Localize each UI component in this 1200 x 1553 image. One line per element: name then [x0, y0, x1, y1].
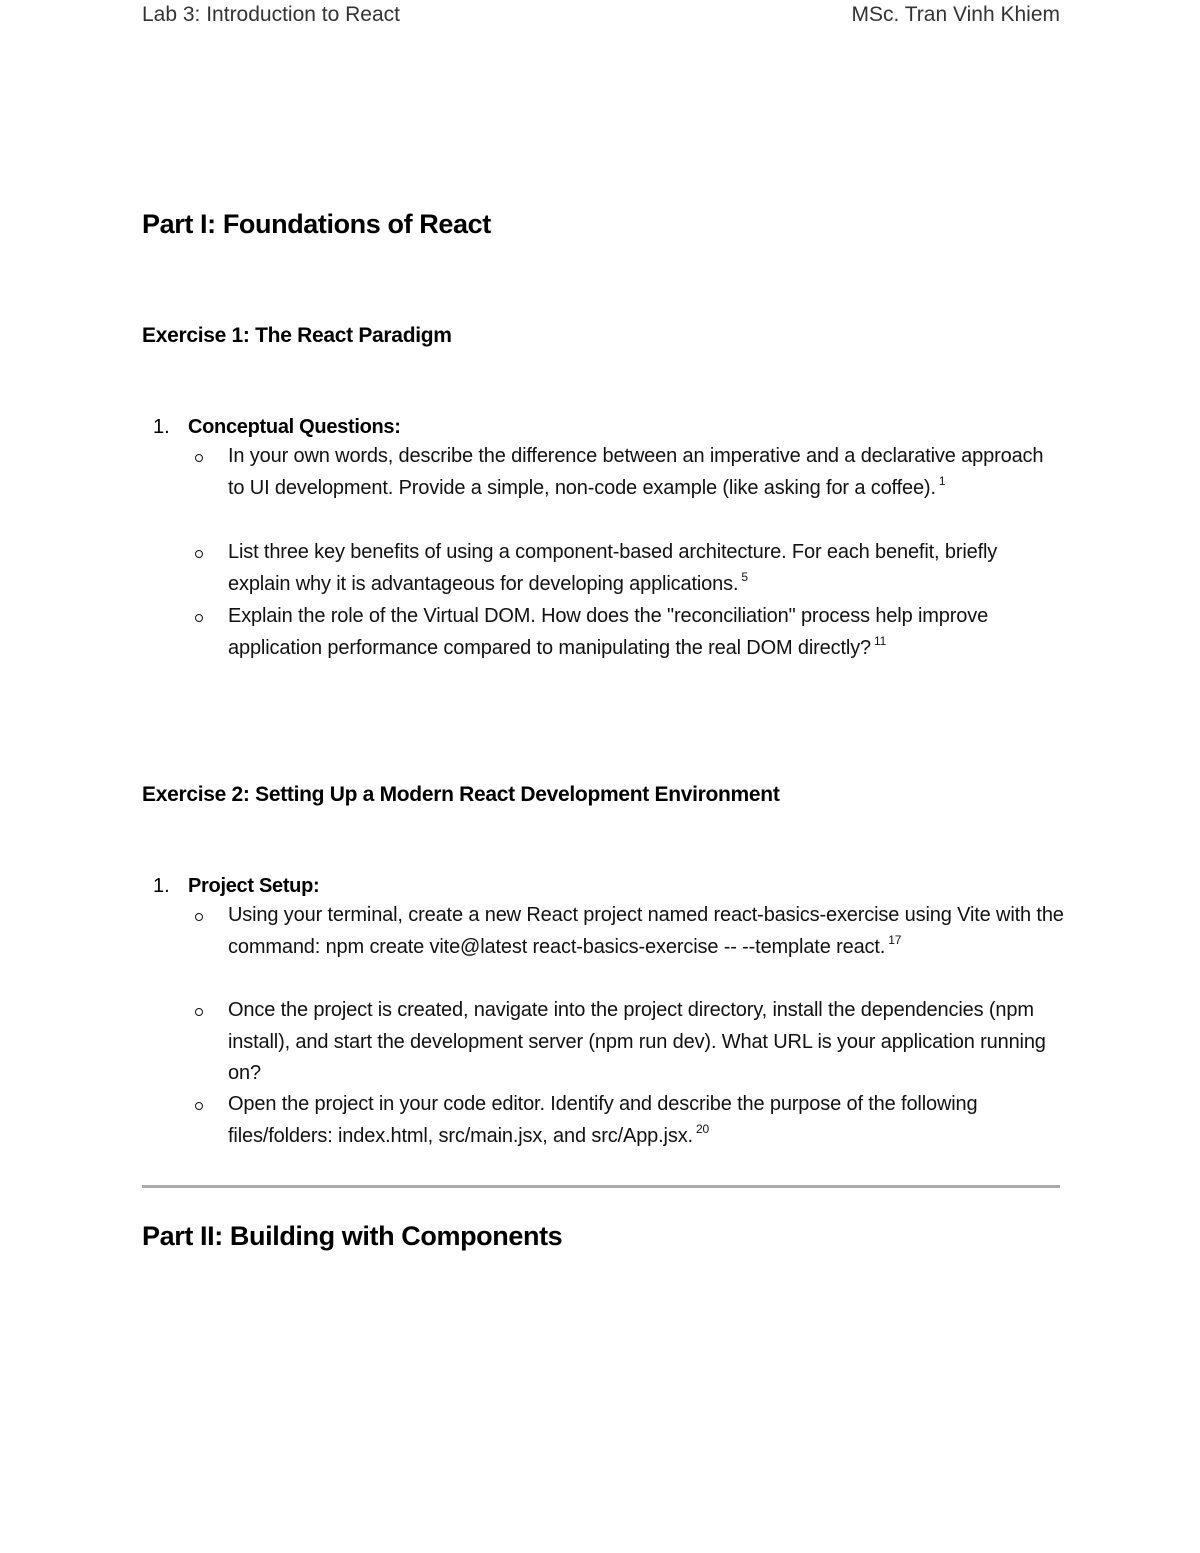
page-header-author: MSc. Tran Vinh Khiem	[851, 3, 1060, 26]
footnote-ref[interactable]: 5	[741, 569, 748, 584]
horizontal-divider	[142, 1185, 1060, 1188]
bullet-item	[228, 1089, 1064, 1152]
list-item-heading: Conceptual Questions:	[188, 416, 401, 438]
exercise-2-heading: Exercise 2: Setting Up a Modern React Development Environment	[142, 783, 780, 806]
bullet-item	[228, 441, 1064, 504]
bullet-circle-icon	[195, 1008, 203, 1016]
bullet-text: Explain the role of the Virtual DOM. How does the "reconciliation" process help improve application performance compared to manipulating the real DOM directly?	[228, 605, 989, 659]
bullet-circle-icon	[195, 614, 203, 622]
bullet-circle-icon	[195, 913, 203, 921]
footnote-ref[interactable]: 1	[938, 473, 946, 488]
bullet-text: Open the project in your code editor. Identify and describe the purpose of the following files/folders: index.html, src/main.jsx, and src/App.jsx.	[228, 1093, 978, 1147]
bullet-item	[228, 995, 1064, 1090]
bullet-circle-icon	[195, 550, 203, 558]
part-2-heading: Part II: Building with Components	[142, 1221, 563, 1251]
footnote-ref[interactable]: 11	[874, 633, 887, 648]
bullet-text: Using your terminal, create a new React project named react-basics-exercise using Vite with the command: npm create vite@latest react-basics-exercise -- --template react.	[228, 904, 1064, 958]
part-1-heading: Part I: Foundations of React	[142, 209, 491, 239]
footnote-ref[interactable]: 17	[888, 932, 902, 947]
bullet-circle-icon	[195, 1102, 203, 1110]
list-item-heading: Project Setup:	[188, 875, 320, 897]
exercise-1-heading: Exercise 1: The React Paradigm	[142, 324, 452, 347]
bullet-text: In your own words, describe the difference between an imperative and a declarative approach to UI development. Provide a simple, non-code example (like asking for a coffee).	[228, 445, 1044, 499]
bullet-text: List three key benefits of using a component-based architecture. For each benefit, briefly explain why it is advantageous for developing applications.	[228, 541, 998, 595]
bullet-item	[228, 537, 1064, 600]
bullet-item	[228, 900, 1064, 963]
page-header-title: Lab 3: Introduction to React	[142, 3, 400, 26]
bullet-circle-icon	[195, 454, 203, 462]
list-number: 1.	[153, 875, 170, 897]
footnote-ref[interactable]: 20	[695, 1121, 710, 1136]
bullet-text: Once the project is created, navigate into the project directory, install the dependencies (npm install), and start the development server (npm run dev). What URL is your application running on?	[228, 999, 1046, 1085]
bullet-item	[228, 601, 1064, 664]
list-number: 1.	[153, 416, 170, 438]
